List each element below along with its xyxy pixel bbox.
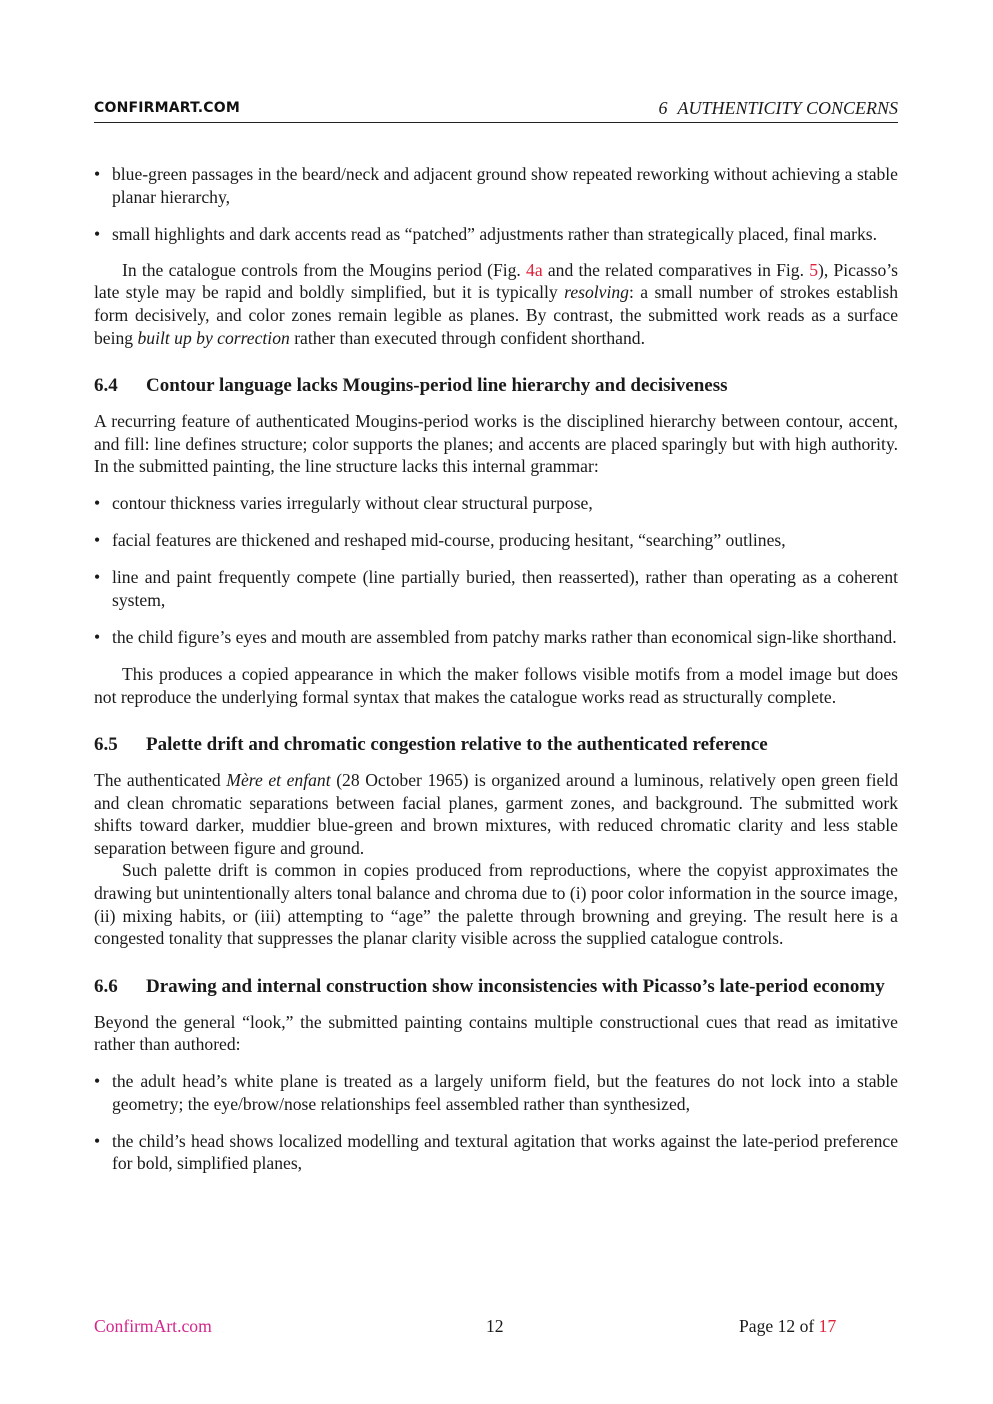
section-6-5-paragraph-2: Such palette drift is common in copies produced from reproductions, where the copyist approximates the drawing but unintentionally alters tonal balance and chroma due to (i) poor color information in the source image, (ii) mixing habits, or (iii) attempting to “age” the palette through browning and greying. The result here is a congested tonality that suppresses the planar clarity visible across the supplied catalogue controls. xyxy=(94,860,898,949)
running-header xyxy=(94,98,898,123)
heading-title: Contour language lacks Mougins-period line hierarchy and decisiveness xyxy=(146,375,728,397)
heading-number: 6.6 xyxy=(94,975,118,997)
list-item: • the adult head’s white plane is treated as a largely uniform field, but the features do not lock into a stable geometry; the eye/brow/nose relationships feel assembled rather than synthesized, xyxy=(94,1070,898,1115)
list-item: • contour thickness varies irregularly without clear structural purpose, xyxy=(94,492,898,515)
intro-bullet-list xyxy=(94,163,898,245)
footer-total-pages-link[interactable]: 17 xyxy=(818,1316,837,1336)
heading-number: 6.5 xyxy=(94,734,118,756)
footer-page-number: 12 xyxy=(486,1316,504,1336)
running-section-title xyxy=(658,98,898,119)
page-footer xyxy=(94,1316,898,1338)
section-6-4-lead: A recurring feature of authenticated Mougins-period works is the disciplined hierarchy between contour, accent, and fill: line defines structure; color supports the planes; and accents are placed sparingly but with high authority. In the submitted painting, the line structure lacks this internal grammar: xyxy=(94,411,898,477)
list-item: • small highlights and dark accents read as “patched” adjustments rather than strategically placed, final marks. xyxy=(94,223,898,246)
section-number: 6 xyxy=(658,98,668,118)
heading-title: Drawing and internal construction show inconsistencies with Picasso’s late-period economy xyxy=(146,975,885,997)
footer-page-count: Page 12 of 17 xyxy=(739,1316,837,1336)
figure-ref-5[interactable]: 5 xyxy=(809,259,819,280)
section-6-5-paragraph-1: The authenticated Mère et enfant (28 October 1965) is organized around a luminous, relatively open green field and clean chromatic separations between facial planes, garment zones, and background. The submitted work shifts toward darker, muddier blue-green and brown mixtures, with reduced chromatic clarity and less stable separation between figure and ground. xyxy=(94,770,899,858)
section-title: AUTHENTICITY CONCERNS xyxy=(677,98,898,118)
heading-number: 6.4 xyxy=(94,375,118,397)
intro-paragraph: In the catalogue controls from the Mougins period (Fig. 4a and the related comparatives in Fig. 5), Picasso’s late style may be rapid and boldly simplified, but it is typically resolving: a small number of strokes establish form decisively, and color zones remain legible as planes. By contrast, the submitted work reads as a surface being built up by correction rather than executed through confident shorthand. xyxy=(94,259,898,348)
footer-site-link[interactable]: ConfirmArt.com xyxy=(94,1316,212,1336)
list-item: • the child’s head shows localized modelling and textural agitation that works against the late-period preference for bold, simplified planes, xyxy=(94,1130,898,1175)
brand-logo: CONFIRMART.COM xyxy=(94,100,241,116)
list-item: • blue-green passages in the beard/neck and adjacent ground show repeated reworking without achieving a stable planar hierarchy, xyxy=(94,163,898,208)
heading-title: Palette drift and chromatic congestion relative to the authenticated reference xyxy=(146,734,768,756)
section-heading-6-6 xyxy=(94,975,898,999)
section-heading-6-5 xyxy=(94,733,898,757)
section-heading-6-4 xyxy=(94,374,898,398)
figure-ref-4a[interactable]: 4a xyxy=(526,259,543,280)
section-6-6-bullet-list xyxy=(94,1070,898,1175)
list-item: • line and paint frequently compete (line partially buried, then reasserted), rather than operating as a coherent system, xyxy=(94,566,898,611)
section-6-6-lead: Beyond the general “look,” the submitted painting contains multiple constructional cues that read as imitative rather than authored: xyxy=(94,1011,898,1055)
section-6-4-closing: This produces a copied appearance in which the maker follows visible motifs from a model image but does not reproduce the underlying formal syntax that makes the catalogue works read as structurally complete. xyxy=(94,663,898,707)
section-6-4-bullet-list xyxy=(94,492,898,648)
list-item: • the child figure’s eyes and mouth are assembled from patchy marks rather than economical sign-like shorthand. xyxy=(94,626,898,649)
document-body xyxy=(94,163,898,1189)
list-item: • facial features are thickened and reshaped mid-course, producing hesitant, “searching” outlines, xyxy=(94,529,898,552)
